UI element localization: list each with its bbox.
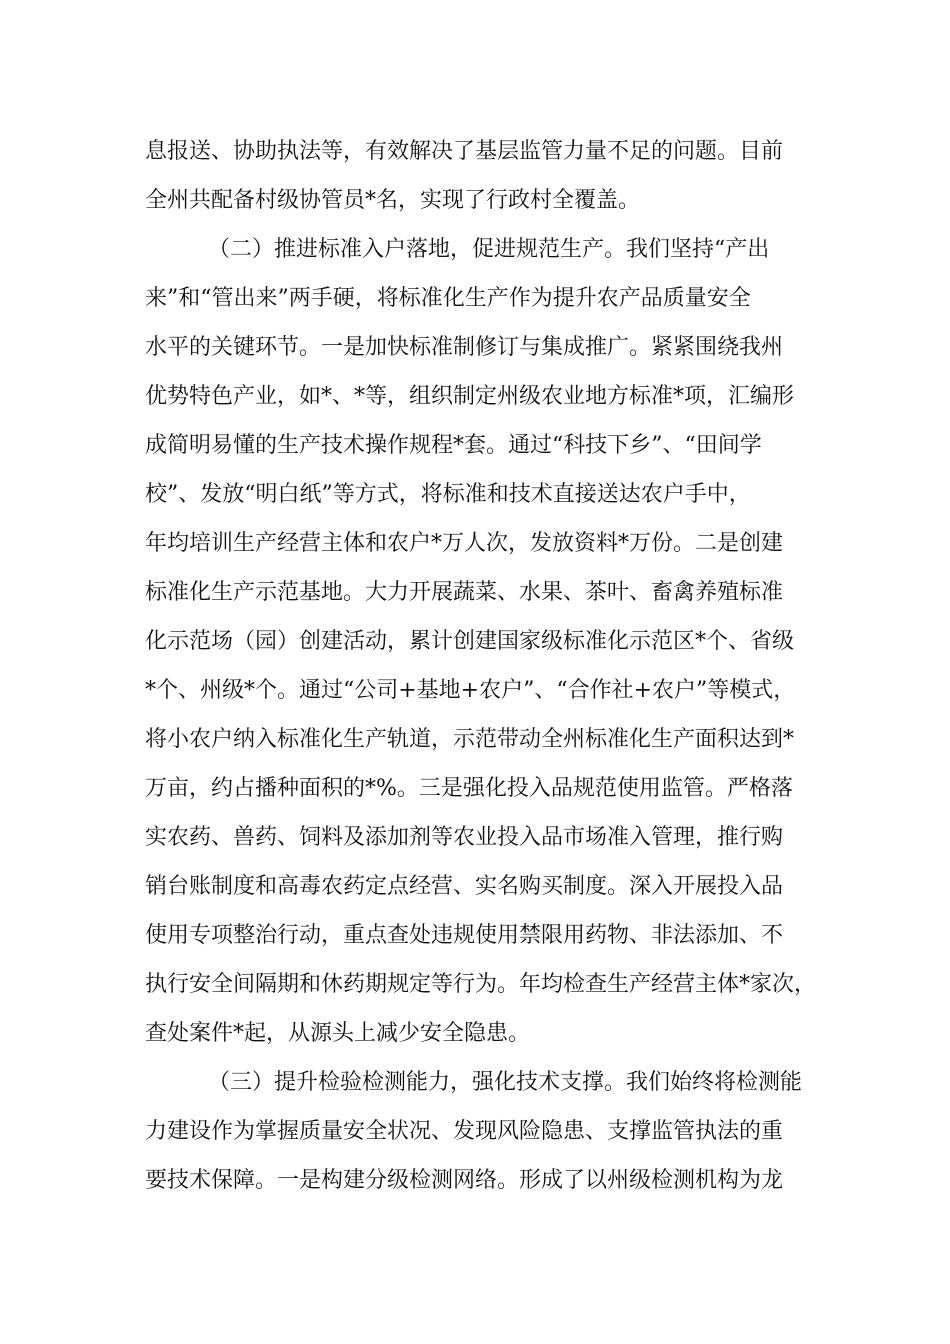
text-line-8: 校”、发放“明白纸”等方式，将标准和技术直接送达农户手中， [145, 482, 751, 507]
section-heading-3: （三）提升检验检测能力，强化技术支撑。我们始终将检测能 [208, 1070, 803, 1095]
text-line-22: 要技术保障。一是构建分级检测网络。形成了以州级检测机构为龙 [145, 1168, 784, 1193]
text-line-12: *个、州级*个。通过“公司+基地+农户”、“合作社+农户”等模式， [145, 678, 796, 703]
text-line-15: 实农药、兽药、饲料及添加剂等农业投入品市场准入管理，推行购 [145, 825, 784, 850]
text-line-21: 力建设作为掌握质量安全状况、发现风险隐患、支撑监管执法的重 [145, 1119, 784, 1144]
text-line-6: 优势特色产业，如*、*等，组织制定州级农业地方标准*项，汇编形 [145, 384, 795, 409]
text-line-4: 来”和“管出来”两手硬，将标准化生产作为提升农产品质量安全 [145, 286, 751, 311]
text-line-13: 将小农户纳入标准化生产轨道，示范带动全州标准化生产面积达到* [145, 727, 795, 752]
text-line-18: 执行安全间隔期和休药期规定等行为。年均检查生产经营主体*家次， [145, 972, 817, 997]
text-line-14: 万亩，约占播种面积的*%。三是强化投入品规范使用监管。严格落 [145, 776, 793, 801]
text-line-17: 使用专项整治行动，重点查处违规使用禁限用药物、非法添加、不 [145, 923, 784, 948]
text-line-16: 销台账制度和高毒农药定点经营、实名购买制度。深入开展投入品 [145, 874, 784, 899]
text-line-11: 化示范场（园）创建活动，累计创建国家级标准化示范区*个、省级 [145, 629, 795, 654]
text-line-9: 年均培训生产经营主体和农户*万人次，发放资料*万份。二是创建 [145, 531, 784, 556]
text-line-19: 查处案件*起，从源头上减少安全隐患。 [145, 1021, 531, 1046]
text-line-7: 成简明易懂的生产技术操作规程*套。通过“科技下乡”、“田间学 [145, 433, 762, 458]
text-line-5: 水平的关键环节。一是加快标准制修订与集成推广。紧紧围绕我州 [145, 335, 784, 360]
text-line-2: 全州共配备村级协管员*名，实现了行政村全覆盖。 [145, 188, 641, 213]
section-heading-2: （二）推进标准入户落地，促进规范生产。我们坚持“产出 [208, 237, 770, 262]
text-line-10: 标准化生产示范基地。大力开展蔬菜、水果、茶叶、畜禽养殖标准 [145, 580, 784, 605]
text-line-1: 息报送、协助执法等，有效解决了基层监管力量不足的问题。目前 [145, 139, 784, 164]
